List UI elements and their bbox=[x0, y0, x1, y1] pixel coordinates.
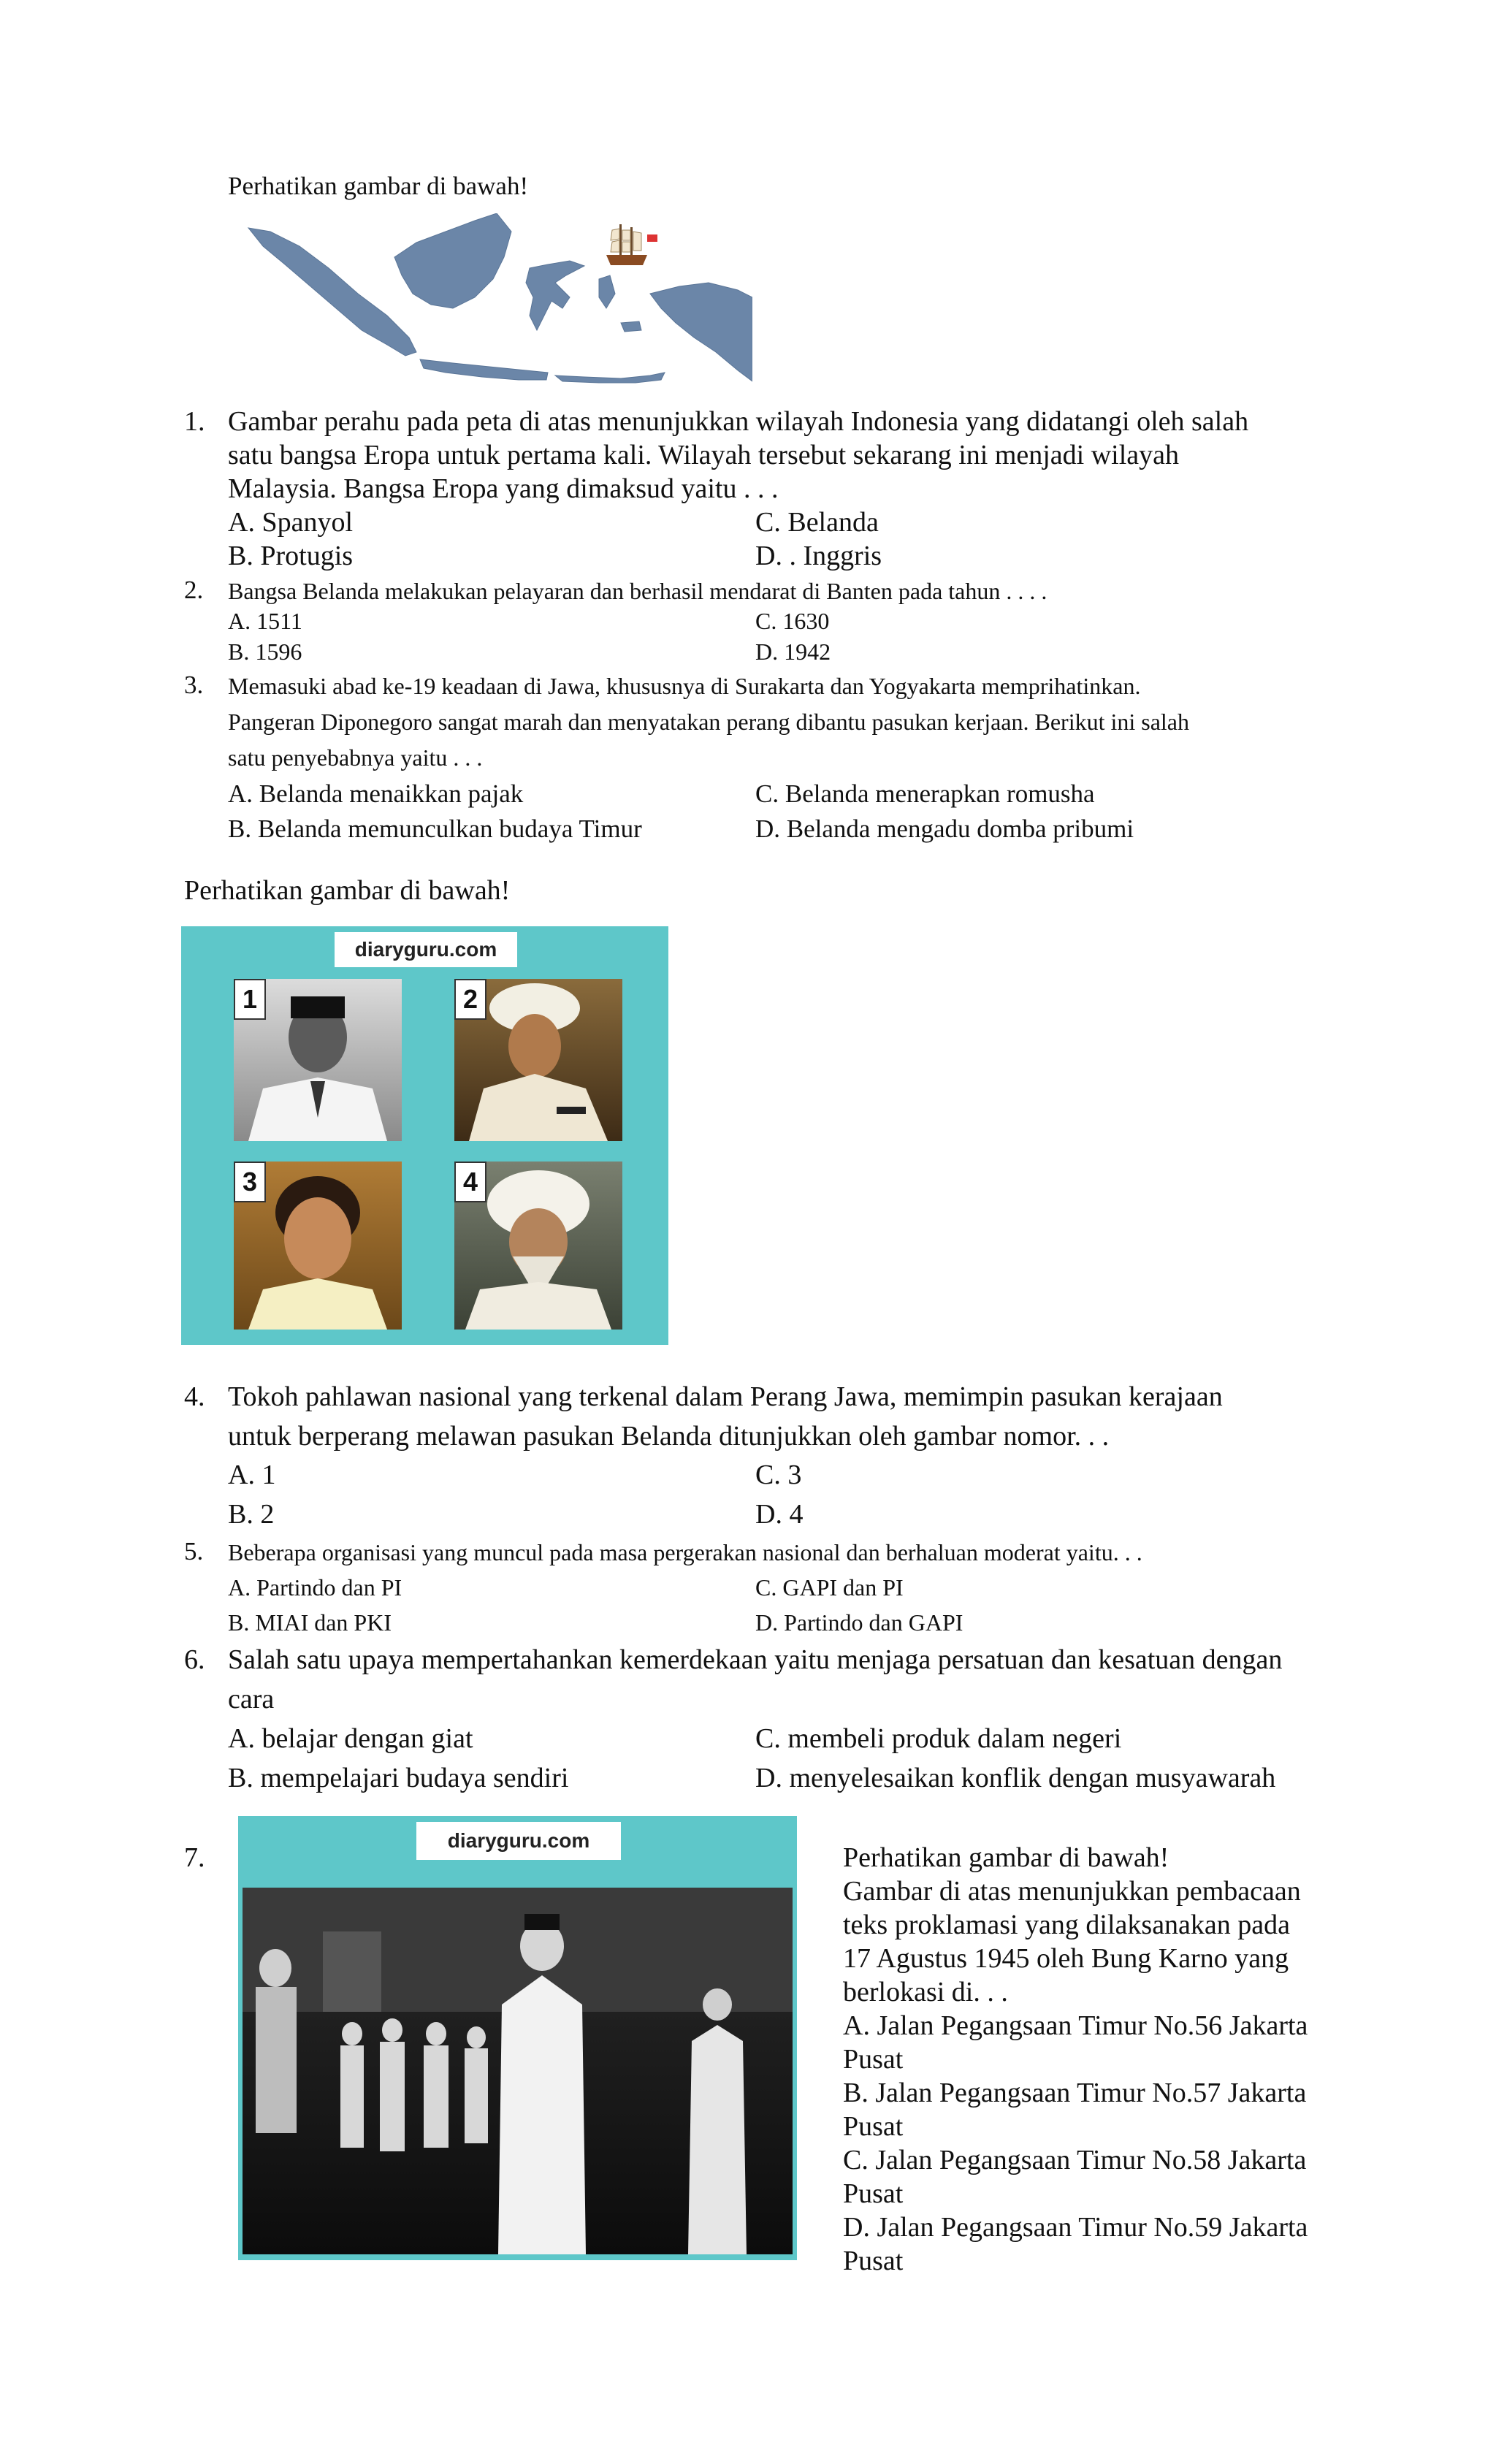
borneo-island bbox=[394, 213, 511, 308]
q4-option-b: B. 2 bbox=[228, 1499, 275, 1530]
q3-text-line-1: Memasuki abad ke-19 keadaan di Jawa, khususnya di Surakarta dan Yogyakarta memprihatinkan. bbox=[228, 673, 1141, 699]
q5-option-b: B. MIAI dan PKI bbox=[228, 1609, 392, 1636]
maluku-islands bbox=[599, 275, 641, 332]
q7-number: 7. bbox=[184, 1842, 205, 1873]
q5-option-c: C. GAPI dan PI bbox=[755, 1574, 904, 1601]
q1-option-b: B. Protugis bbox=[228, 541, 354, 571]
q3-number: 3. bbox=[184, 671, 204, 699]
q1-option-d: D. . Inggris bbox=[755, 541, 882, 571]
q2-option-c: C. 1630 bbox=[755, 608, 830, 634]
q4-option-a: A. 1 bbox=[228, 1460, 276, 1490]
q2-number: 2. bbox=[184, 576, 204, 604]
q4-text-line-1: Tokoh pahlawan nasional yang terkenal dalam Perang Jawa, memimpin pasukan kerajaan bbox=[228, 1381, 1223, 1412]
q6-text-line-1: Salah satu upaya mempertahankan kemerdekaan yaitu menjaga persatuan dan kesatuan dengan bbox=[228, 1644, 1283, 1675]
q1-text-line-1: Gambar perahu pada peta di atas menunjukkan wilayah Indonesia yang didatangi oleh salah bbox=[228, 406, 1249, 437]
q6-option-c: C. membeli produk dalam negeri bbox=[755, 1723, 1122, 1754]
intro-text: Perhatikan gambar di bawah! bbox=[228, 172, 529, 200]
portrait-3-badge: 3 bbox=[234, 1162, 266, 1202]
q2-option-b: B. 1596 bbox=[228, 638, 302, 665]
q5-option-a: A. Partindo dan PI bbox=[228, 1574, 402, 1601]
q3-option-a: A. Belanda menaikkan pajak bbox=[228, 779, 524, 808]
q1-option-a: A. Spanyol bbox=[228, 507, 353, 538]
q5-number: 5. bbox=[184, 1537, 204, 1565]
intro2-text: Perhatikan gambar di bawah! bbox=[184, 875, 511, 906]
q4-number: 4. bbox=[184, 1381, 205, 1412]
q2-text-line-1: Bangsa Belanda melakukan pelayaran dan berhasil mendarat di Banten pada tahun . . . . bbox=[228, 578, 1047, 604]
q3-text-line-2: Pangeran Diponegoro sangat marah dan menyatakan perang dibantu pasukan kerjaan. Berikut ini salah bbox=[228, 709, 1189, 735]
q7-option-a: A. Jalan Pegangsaan Timur No.56 Jakarta bbox=[843, 2010, 1308, 2041]
hero-portraits-image bbox=[181, 926, 668, 1345]
papua-island bbox=[650, 283, 752, 381]
q4-option-c: C. 3 bbox=[755, 1460, 802, 1490]
q2-option-d: D. 1942 bbox=[755, 638, 831, 665]
q4-option-d: D. 4 bbox=[755, 1499, 804, 1530]
indonesia-map bbox=[241, 213, 752, 389]
q1-text-line-2: satu bangsa Eropa untuk pertama kali. Wilayah tersebut sekarang ini menjadi wilayah bbox=[228, 440, 1180, 470]
q3-option-d: D. Belanda mengadu domba pribumi bbox=[755, 815, 1134, 843]
portraits-caption: diaryguru.com bbox=[335, 932, 517, 967]
q3-text-line-3: satu penyebabnya yaitu . . . bbox=[228, 744, 483, 771]
q7-option-d-cont: Pusat bbox=[843, 2246, 904, 2276]
q1-option-c: C. Belanda bbox=[755, 507, 879, 538]
proclamation-caption: diaryguru.com bbox=[416, 1822, 621, 1860]
q7-option-b: B. Jalan Pegangsaan Timur No.57 Jakarta bbox=[843, 2078, 1307, 2108]
portrait-4-badge: 4 bbox=[454, 1162, 486, 1202]
q4-text-line-2: untuk berperang melawan pasukan Belanda ditunjukkan oleh gambar nomor. . . bbox=[228, 1421, 1110, 1452]
q7-option-d: D. Jalan Pegangsaan Timur No.59 Jakarta bbox=[843, 2212, 1308, 2243]
q7-option-c: C. Jalan Pegangsaan Timur No.58 Jakarta bbox=[843, 2145, 1307, 2175]
proclamation-photo bbox=[238, 1816, 797, 2260]
sulawesi-island bbox=[526, 261, 584, 330]
portrait-4 bbox=[454, 1162, 622, 1330]
q3-option-c: C. Belanda menerapkan romusha bbox=[755, 779, 1095, 808]
portrait-1-badge: 1 bbox=[234, 979, 266, 1020]
java-island bbox=[420, 359, 548, 380]
nusa-tenggara bbox=[555, 373, 665, 383]
q7-text-line-1: Perhatikan gambar di bawah! bbox=[843, 1842, 1169, 1873]
q7-text-line-3: teks proklamasi yang dilaksanakan pada bbox=[843, 1910, 1291, 1940]
q6-number: 6. bbox=[184, 1644, 205, 1675]
q7-option-b-cont: Pusat bbox=[843, 2111, 904, 2142]
q5-text-line-1: Beberapa organisasi yang muncul pada masa pergerakan nasional dan berhaluan moderat yaitu. . . bbox=[228, 1539, 1142, 1565]
q7-option-a-cont: Pusat bbox=[843, 2044, 904, 2075]
q6-option-a: A. belajar dengan giat bbox=[228, 1723, 473, 1754]
q1-text-line-3: Malaysia. Bangsa Eropa yang dimaksud yaitu . . . bbox=[228, 473, 779, 504]
q6-option-d: D. menyelesaikan konflik dengan musyawarah bbox=[755, 1763, 1276, 1793]
portrait-1 bbox=[234, 979, 402, 1141]
q7-text-line-5: berlokasi di. . . bbox=[843, 1977, 1008, 2007]
proclamation-figures bbox=[243, 1888, 793, 2254]
q7-text-line-4: 17 Agustus 1945 oleh Bung Karno yang bbox=[843, 1943, 1289, 1974]
q2-option-a: A. 1511 bbox=[228, 608, 302, 634]
portrait-2 bbox=[454, 979, 622, 1141]
q3-option-b: B. Belanda memunculkan budaya Timur bbox=[228, 815, 642, 843]
proclamation-photo-scene bbox=[243, 1888, 793, 2254]
q1-number: 1. bbox=[184, 406, 205, 437]
portrait-3 bbox=[234, 1162, 402, 1330]
q7-option-c-cont: Pusat bbox=[843, 2178, 904, 2209]
ship-icon bbox=[606, 224, 657, 265]
q6-text-line-2: cara bbox=[228, 1684, 275, 1714]
sumatra-island bbox=[248, 228, 416, 356]
q6-option-b: B. mempelajari budaya sendiri bbox=[228, 1763, 569, 1793]
portrait-2-badge: 2 bbox=[454, 979, 486, 1020]
q5-option-d: D. Partindo dan GAPI bbox=[755, 1609, 963, 1636]
q7-text-line-2: Gambar di atas menunjukkan pembacaan bbox=[843, 1876, 1301, 1907]
